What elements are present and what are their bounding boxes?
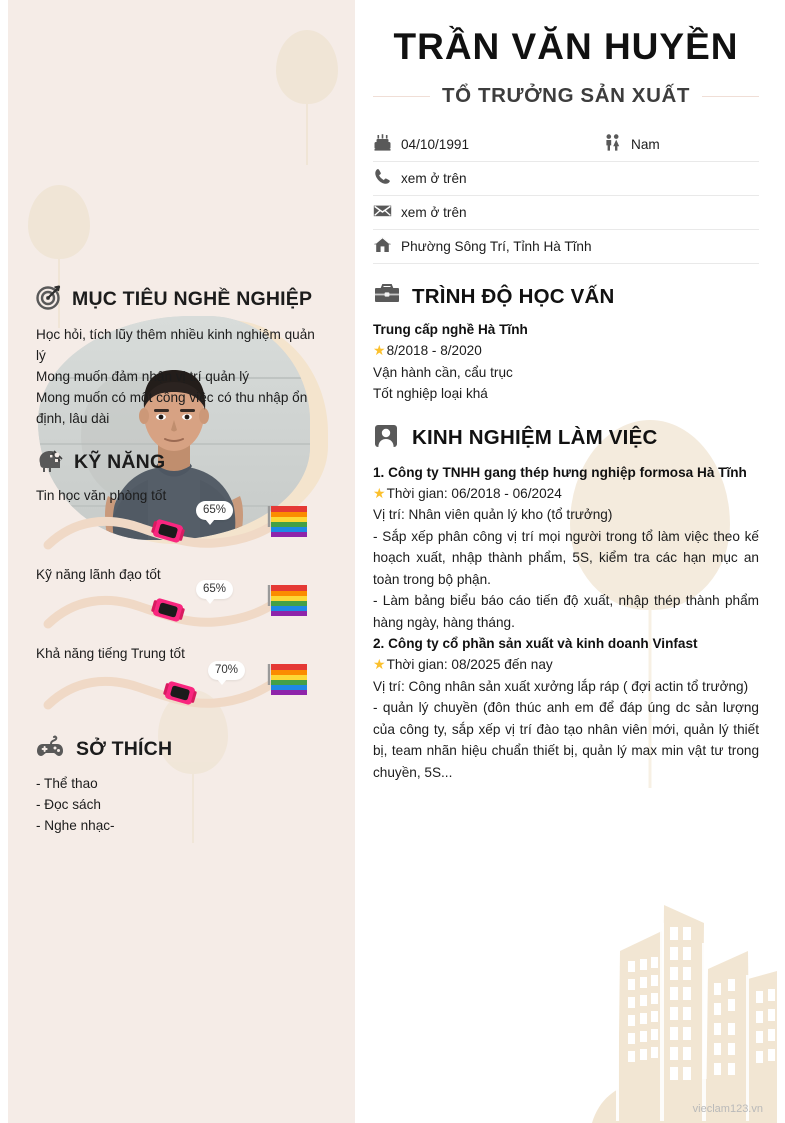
education-school: Trung cấp nghề Hà Tĩnh — [373, 322, 528, 337]
experience-header — [373, 423, 759, 454]
skill-progress-road — [20, 663, 330, 721]
star-icon: ★ — [373, 484, 386, 501]
education-period-row — [373, 340, 759, 362]
gamepad-icon — [36, 735, 66, 764]
job-time-row — [373, 654, 759, 676]
briefcase-icon — [373, 282, 401, 311]
email-value: xem ở trên — [401, 205, 467, 220]
balloon-decoration-icon — [28, 185, 90, 259]
job-company: 1. Công ty TNHH gang thép hưng nghiệp formosa Hà Tĩnh — [373, 464, 747, 480]
contact-row — [373, 230, 759, 264]
contact-row — [373, 128, 759, 162]
watermark: vieclam123.vn — [692, 1103, 763, 1115]
objective-line: Mong muốn đảm nhận vị trí quản lý — [36, 369, 250, 384]
contact-info — [373, 128, 759, 264]
balloon-decoration-icon — [276, 30, 338, 104]
skill-item — [8, 567, 355, 642]
job-duty: - quản lý chuyền (đôn thúc anh em để đáp úng dc sản lượng của công ty, sắp xếp vị trí đào tạo nhân viên mới, quản lý thiết bị, team nhãn hiệu chuẩn thiết bị, quản lý max min vật tư trong chuyền, 5S... — [373, 700, 759, 780]
job-position: Vị trí: Công nhân sản xuất xưởng lắp ráp ( đợi actin tổ trưởng) — [373, 678, 749, 694]
hobbies-body — [8, 773, 355, 836]
skill-item — [8, 488, 355, 563]
divider — [702, 96, 759, 97]
phone-value: xem ở trên — [401, 171, 467, 186]
section-objective — [8, 284, 355, 429]
education-result: Tốt nghiệp loại khá — [373, 386, 488, 401]
contact-row — [373, 196, 759, 230]
birthday-value: 04/10/1991 — [401, 137, 470, 152]
role-row — [373, 84, 759, 108]
experience-title: KINH NGHIỆM LÀM VIỆC — [412, 426, 658, 449]
address-value: Phường Sông Trí, Tỉnh Hà Tĩnh — [401, 239, 592, 254]
section-education — [373, 282, 759, 405]
skill-percent: 65% — [196, 501, 233, 520]
objective-header — [8, 284, 355, 315]
education-header — [373, 282, 759, 311]
experience-job — [373, 633, 759, 783]
skill-label: Khả năng tiếng Trung tốt — [36, 646, 185, 661]
education-body — [373, 319, 759, 405]
objective-title: MỤC TIÊU NGHỀ NGHIỆP — [72, 288, 313, 310]
star-icon: ★ — [373, 342, 386, 358]
star-icon: ★ — [373, 656, 386, 672]
education-major: Vận hành cần, cẩu trục — [373, 364, 513, 380]
objective-body — [8, 324, 355, 429]
skill-percent: 65% — [196, 580, 233, 599]
target-icon — [36, 284, 62, 315]
skill-percent: 70% — [208, 661, 245, 680]
education-title: TRÌNH ĐỘ HỌC VẤN — [412, 284, 615, 308]
job-time-row — [373, 483, 759, 505]
contact-row — [373, 162, 759, 196]
buildings-illustration-icon — [552, 883, 777, 1123]
job-duty: - Sắp xếp phân công vị trí mọi người trong tổ làm việc theo kế hoạch xuất, nhập thành phẩm, 5S, kiểm tra các hạn mục an toàn trong bộ phận. — [373, 528, 759, 587]
cake-icon — [373, 133, 392, 157]
job-time: Thời gian: 06/2018 - 06/2024 — [386, 485, 562, 501]
job-position: Vị trí: Nhân viên quản lý kho (tổ trưởng) — [373, 507, 613, 522]
section-skills — [8, 447, 355, 721]
hobbies-header — [8, 735, 355, 764]
skill-label: Kỹ năng lãnh đạo tốt — [36, 567, 161, 582]
hobby-item: - Thể thao — [36, 776, 98, 791]
person-icon — [373, 423, 401, 454]
skill-progress-road — [20, 584, 330, 642]
sidebar — [8, 0, 355, 1123]
contact-birthday — [373, 133, 603, 157]
divider — [373, 96, 430, 97]
phone-icon — [373, 167, 392, 191]
job-role: TỔ TRƯỞNG SẢN XUẤT — [442, 84, 691, 107]
skills-header — [8, 447, 355, 478]
gender-icon — [603, 133, 622, 157]
experience-job — [373, 462, 759, 634]
contact-address — [373, 235, 592, 259]
education-period: 8/2018 - 8/2020 — [386, 343, 482, 358]
skill-label: Tin học văn phòng tốt — [36, 488, 167, 503]
home-icon — [373, 235, 392, 259]
objective-line: Học hỏi, tích lũy thêm nhiều kinh nghiệm quản lý — [36, 327, 315, 363]
objective-line: Mong muốn có một công việc có thu nhập ổn định, lâu dài — [36, 390, 308, 426]
skills-title: KỸ NĂNG — [74, 451, 166, 473]
brain-icon — [36, 447, 64, 478]
job-duty: - Làm bảng biểu báo cáo tiến độ xuất, nhập thép thành phẩm hàng ngày, hàng tháng. — [373, 593, 759, 630]
job-time: Thời gian: 08/2025 đến nay — [386, 657, 553, 672]
contact-phone — [373, 167, 467, 191]
hobbies-title: SỞ THÍCH — [76, 738, 173, 760]
skill-item — [8, 646, 355, 721]
hobby-item: - Đọc sách — [36, 797, 101, 812]
section-experience — [373, 423, 759, 784]
gender-value: Nam — [631, 137, 660, 152]
main-column — [355, 0, 777, 1123]
section-hobbies — [8, 735, 355, 836]
hobby-item: - Nghe nhạc- — [36, 818, 115, 833]
page-title: TRẦN VĂN HUYỀN — [393, 26, 739, 67]
email-icon — [373, 201, 392, 225]
job-company: 2. Công ty cổ phần sản xuất và kinh doanh Vinfast — [373, 636, 698, 651]
contact-gender — [603, 133, 660, 157]
contact-email — [373, 201, 467, 225]
skill-progress-road — [20, 505, 330, 563]
